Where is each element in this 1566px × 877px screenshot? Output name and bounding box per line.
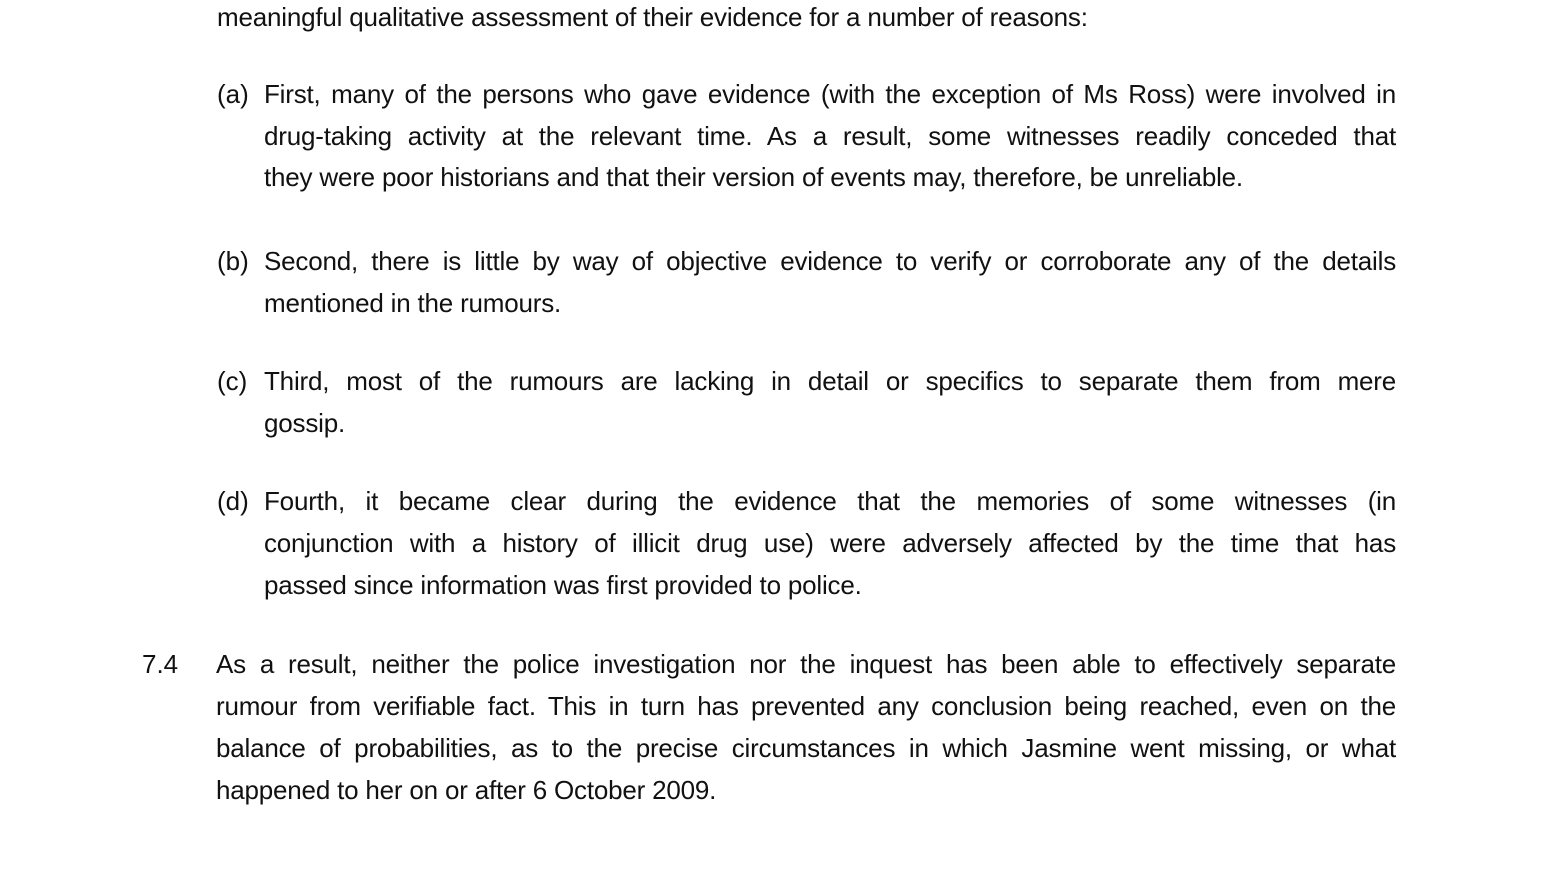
reason-b-line-2: mentioned in the rumours. [264,288,562,318]
paragraph-number: 7.4 [142,649,179,679]
reason-a-marker: (a) [217,79,249,109]
paragraph-7-4-line-4: happened to her on or after 6 October 2009. [216,775,717,805]
reason-c-line-2: gossip. [264,408,345,438]
intro-last-line: meaningful qualitative assessment of their evidence for a number of reasons: [217,2,1088,32]
reason-a-line-1: First, many of the persons who gave evidence (with the exception of Ms Ross) were involved in [264,79,1396,109]
reason-a-line-3: they were poor historians and that their version of events may, therefore, be unreliable. [264,162,1243,192]
reason-a-line-2: drug-taking activity at the relevant time. As a result, some witnesses readily conceded that [264,121,1396,151]
reason-d-line-1: Fourth, it became clear during the evidence that the memories of some witnesses (in [264,486,1396,516]
reason-b-marker: (b) [217,246,249,276]
reason-c-marker: (c) [217,366,248,396]
reason-d-line-3: passed since information was first provided to police. [264,570,862,600]
reason-b-line-1: Second, there is little by way of objective evidence to verify or corroborate any of the details [264,246,1396,276]
paragraph-7-4-line-2: rumour from verifiable fact. This in turn has prevented any conclusion being reached, even on the [216,691,1396,721]
paragraph-7-4-line-1: As a result, neither the police investigation nor the inquest has been able to effectively separate [216,649,1396,679]
paragraph-7-4-line-3: balance of probabilities, as to the precise circumstances in which Jasmine went missing, or what [216,733,1396,763]
reason-d-line-2: conjunction with a history of illicit drug use) were adversely affected by the time that has [264,528,1396,558]
reason-c-line-1: Third, most of the rumours are lacking in detail or specifics to separate them from mere [264,366,1396,396]
reason-d-marker: (d) [217,486,249,516]
